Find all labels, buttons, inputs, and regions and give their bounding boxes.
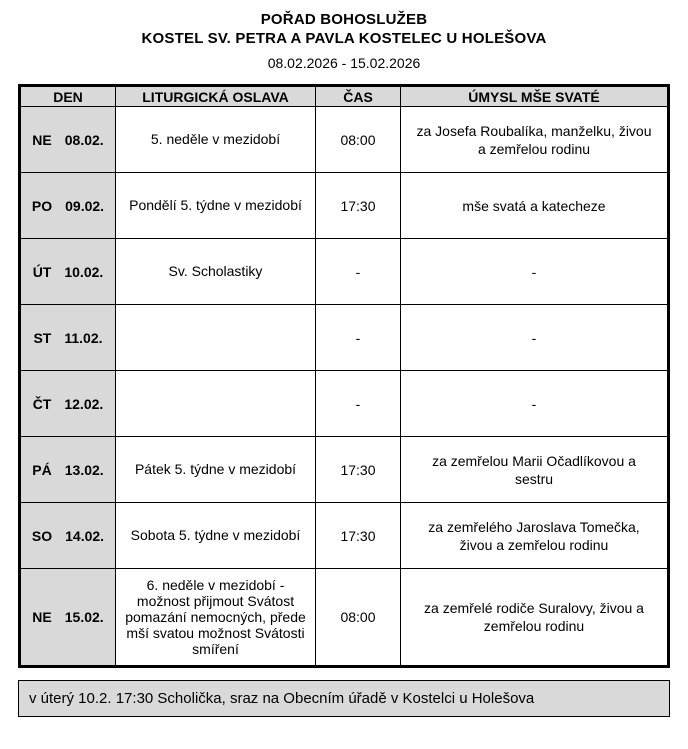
day-cell-inner	[22, 528, 114, 544]
celebration-cell: 6. neděle v mezidobí - možnost přijmout Svátost pomazání nemocných, přede mší svatou možnost Svátosti smíření	[116, 569, 316, 667]
announcement-note: v úterý 10.2. 17:30 Scholička, sraz na Obecním úřadě v Kostelci u Holešova	[18, 680, 670, 717]
celebration-cell: Pátek 5. týdne v mezidobí	[116, 437, 316, 503]
time-cell: -	[316, 239, 401, 305]
day-date: 11.02.	[64, 329, 103, 346]
col-header-den: DEN	[20, 86, 116, 107]
day-cell-inner	[22, 198, 114, 214]
intention-cell: za zemřelé rodiče Suralovy, živou a zemřelou rodinu	[401, 569, 669, 667]
day-cell-inner	[22, 462, 114, 478]
col-header-oslava: LITURGICKÁ OSLAVA	[116, 86, 316, 107]
day-cell-inner	[22, 609, 114, 625]
table-row	[20, 437, 669, 503]
day-date: 12.02.	[64, 395, 104, 412]
time-cell: 17:30	[316, 503, 401, 569]
table-row	[20, 107, 669, 173]
intention-cell: za zemřelého Jaroslava Tomečka, živou a zemřelou rodinu	[401, 503, 669, 569]
day-cell-inner	[22, 132, 114, 148]
day-date: 15.02.	[64, 609, 104, 625]
day-cell	[20, 173, 116, 239]
col-header-umysl: ÚMYSL MŠE SVATÉ	[401, 86, 669, 107]
church-name: KOSTEL SV. PETRA A PAVLA KOSTELEC U HOLEŠOVA	[141, 30, 547, 47]
day-cell	[20, 437, 116, 503]
day-cell	[20, 239, 116, 305]
table-row	[20, 503, 669, 569]
day-abbr: ST	[33, 329, 52, 346]
time-cell: 17:30	[316, 173, 401, 239]
time-cell: 17:30	[316, 437, 401, 503]
col-header-cas: ČAS	[316, 86, 401, 107]
celebration-cell: Pondělí 5. týdne v mezidobí	[116, 173, 316, 239]
day-abbr: NE	[32, 609, 52, 625]
day-abbr: ČT	[32, 395, 52, 412]
day-cell	[20, 569, 116, 667]
day-cell	[20, 503, 116, 569]
time-cell: 08:00	[316, 107, 401, 173]
day-cell-inner	[22, 264, 114, 280]
day-abbr: NE	[32, 131, 52, 148]
intention-cell: -	[401, 305, 669, 371]
day-abbr: PÁ	[32, 461, 52, 478]
intention-cell: mše svatá a katecheze	[401, 173, 669, 239]
day-cell-inner	[22, 330, 114, 346]
day-abbr: SO	[31, 527, 53, 544]
page-title: POŘAD BOHOSLUŽEB	[260, 11, 428, 28]
table-row	[20, 569, 669, 667]
day-date: 14.02.	[65, 527, 105, 544]
celebration-cell	[116, 305, 316, 371]
day-cell-inner	[22, 396, 114, 412]
date-range: 08.02.2026 - 15.02.2026	[267, 55, 421, 71]
day-date: 09.02.	[65, 197, 105, 214]
table-row	[20, 173, 669, 239]
day-cell	[20, 107, 116, 173]
celebration-cell: 5. neděle v mezidobí	[116, 107, 316, 173]
day-date: 10.02.	[64, 263, 104, 280]
schedule-table	[18, 84, 670, 668]
celebration-cell	[116, 371, 316, 437]
day-abbr: ÚT	[32, 263, 52, 280]
day-cell	[20, 305, 116, 371]
day-date: 08.02.	[64, 131, 104, 148]
table-row	[20, 239, 669, 305]
day-cell	[20, 371, 116, 437]
time-cell: -	[316, 305, 401, 371]
document-header	[0, 0, 688, 71]
time-cell: 08:00	[316, 569, 401, 667]
day-date: 13.02.	[64, 461, 104, 478]
celebration-cell: Sobota 5. týdne v mezidobí	[116, 503, 316, 569]
intention-cell: -	[401, 371, 669, 437]
time-cell: -	[316, 371, 401, 437]
intention-cell: za zemřelou Marii Očadlíkovou a sestru	[401, 437, 669, 503]
table-header-row	[20, 86, 669, 107]
intention-cell: -	[401, 239, 669, 305]
intention-cell: za Josefa Roubalíka, manželku, živou a zemřelou rodinu	[401, 107, 669, 173]
celebration-cell: Sv. Scholastiky	[116, 239, 316, 305]
table-row	[20, 371, 669, 437]
day-abbr: PO	[31, 197, 53, 214]
table-row	[20, 305, 669, 371]
